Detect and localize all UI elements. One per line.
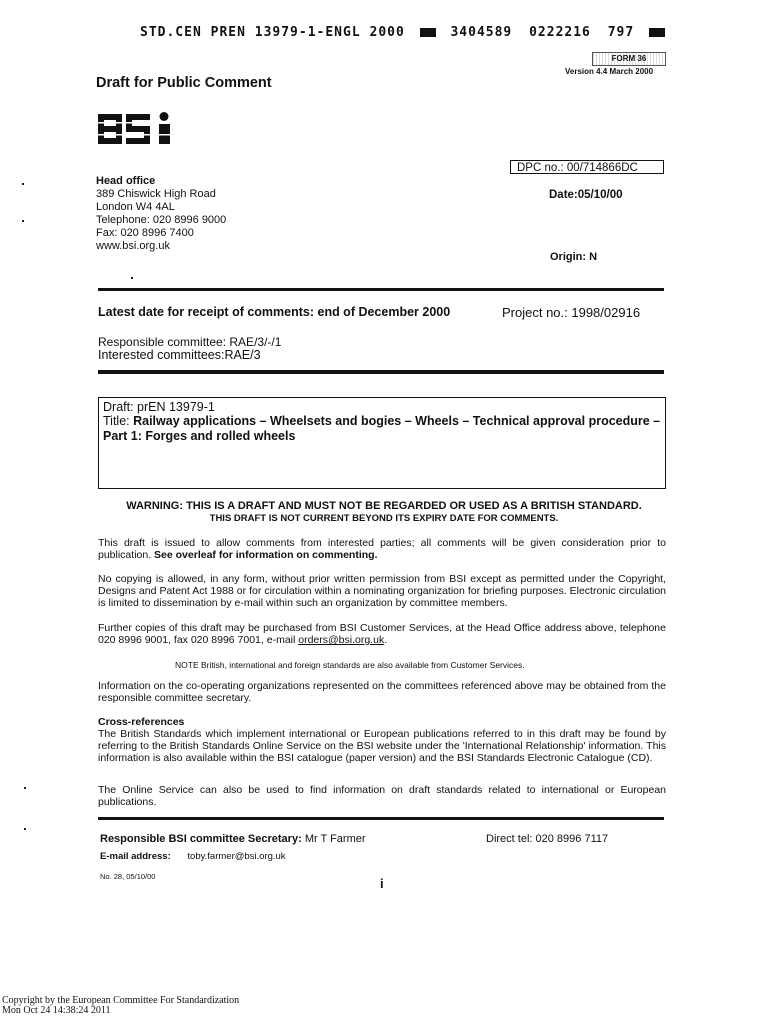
scan-speck xyxy=(24,787,26,789)
interested-committees: Interested committees:RAE/3 xyxy=(98,348,261,362)
fax-line: Fax: 020 8996 7400 xyxy=(96,227,194,239)
form-label: FORM 36 xyxy=(592,52,666,66)
email-label: E-mail address: xyxy=(100,851,171,862)
paragraph-text: This draft is issued to allow comments from interested parties; all comments will be given consideration prior to publication. xyxy=(98,537,666,561)
secretary-line xyxy=(100,833,366,845)
paragraph-bold: See overleaf for information on commenting. xyxy=(154,549,378,561)
website-line: www.bsi.org.uk xyxy=(96,240,170,252)
head-office-block xyxy=(96,175,226,253)
project-number: Project no.: 1998/02916 xyxy=(502,305,641,320)
paragraph-copying: No copying is allowed, in any form, without prior written permission from BSI except as permitted under the Copyright, Designs and Patent Act 1988 or for circulation within a nominating organization for briefing purposes. Electronic circulation is limited to dissemination by e-mail within such an organization by committee members. xyxy=(98,573,666,609)
divider xyxy=(98,370,664,374)
draft-title-text: Railway applications – Wheelsets and bogies – Wheels – Technical approval procedure – Part 1: Forges and rolled wheels xyxy=(103,414,661,443)
barcode-number-1: 3404589 xyxy=(450,25,513,40)
responsible-committee: Responsible committee: RAE/3/-/1 xyxy=(98,335,282,349)
orders-email-link[interactable]: orders@bsi.org.uk xyxy=(298,634,385,646)
secretary-name: Mr T Farmer xyxy=(304,833,366,845)
page-title: Draft for Public Comment xyxy=(96,75,272,91)
head-office-heading: Head office xyxy=(96,175,156,187)
origin-label: Origin: N xyxy=(550,251,598,263)
comments-deadline: Latest date for receipt of comments: end of December 2000 xyxy=(98,305,451,319)
date-label: Date:05/10/00 xyxy=(549,189,623,201)
copyright-notice xyxy=(2,996,239,1016)
scan-speck xyxy=(22,183,24,185)
address-line: 389 Chiswick High Road xyxy=(96,188,216,200)
document-code-line xyxy=(140,25,671,40)
paragraph-copies: Further copies of this draft may be purchased from BSI Customer Services, at the Head Office address above, telephone 020 8996 9001, fax 020 8996 7001, e-mail orders@bsi.org.uk. xyxy=(98,622,666,646)
draft-number: Draft: prEN 13979-1 xyxy=(103,400,215,414)
note-line: NOTE British, international and foreign standards are also available from Customer Services. xyxy=(175,660,525,670)
copyright-text: Copyright by the European Committee For Standardization xyxy=(2,995,240,1006)
cross-references-section xyxy=(98,716,666,764)
page-number: i xyxy=(380,876,384,891)
divider xyxy=(98,817,664,820)
dpc-number-box: DPC no.: 00/714866DC xyxy=(510,160,664,174)
draft-title xyxy=(103,414,661,444)
draft-title-box xyxy=(98,397,666,489)
version-label: Version 4.4 March 2000 xyxy=(565,67,654,76)
barcode-number-2: 0222216 xyxy=(529,25,591,40)
divider xyxy=(98,288,664,291)
scan-speck xyxy=(131,277,133,279)
telephone-line: Telephone: 020 8996 9000 xyxy=(96,214,227,226)
draft-title-label: Title: xyxy=(103,414,130,428)
secretary-email-link[interactable]: toby.farmer@bsi.org.uk xyxy=(187,851,286,862)
paragraph-online-service: The Online Service can also be used to find information on draft standards related to international or European publications. xyxy=(98,784,666,808)
scan-speck xyxy=(22,220,24,222)
paragraph-issue xyxy=(98,537,666,561)
warning-line-2: THIS DRAFT IS NOT CURRENT BEYOND ITS EXPIRY DATE FOR COMMENTS. xyxy=(209,513,559,524)
address-line: London W4 4AL xyxy=(96,201,175,213)
email-line xyxy=(100,851,286,862)
direct-telephone: Direct tel: 020 8996 7117 xyxy=(486,833,609,845)
barcode-number-3: 797 xyxy=(607,25,635,40)
bsi-logo xyxy=(98,112,174,151)
warning-line-1: WARNING: THIS IS A DRAFT AND MUST NOT BE REGARDED OR USED AS A BRITISH STANDARD. xyxy=(126,500,642,512)
barcode-block xyxy=(420,28,436,37)
document-number: No. 28, 05/10/00 xyxy=(100,872,156,881)
paragraph-information: Information on the co-operating organizations represented on the committees referenced above may be obtained from the responsible committee secretary. xyxy=(98,680,666,704)
paragraph-cross-references: The British Standards which implement international or European publications referred to in this draft may be found by referring to the British Standards Online Service on the BSI website under the 'International Relationship' information. This information is also available within the BSI catalogue (paper version) and the BSI Standards Electronic Catalogue (CD). xyxy=(98,728,666,764)
secretary-label: Responsible BSI committee Secretary: xyxy=(100,833,302,845)
document-code: STD.CEN PREN 13979-1-ENGL 2000 xyxy=(140,25,405,40)
barcode-block-end xyxy=(649,28,665,37)
cross-references-heading: Cross-references xyxy=(98,716,185,728)
paragraph-text: Further copies of this draft may be purchased from BSI Customer Services, at the Head Office address above, telephone 020 8996 9001, fax 020 8996 7001, e-mail xyxy=(98,622,666,646)
timestamp-text: Mon Oct 24 14:38:24 2011 xyxy=(2,1005,111,1016)
scan-speck xyxy=(24,828,26,830)
